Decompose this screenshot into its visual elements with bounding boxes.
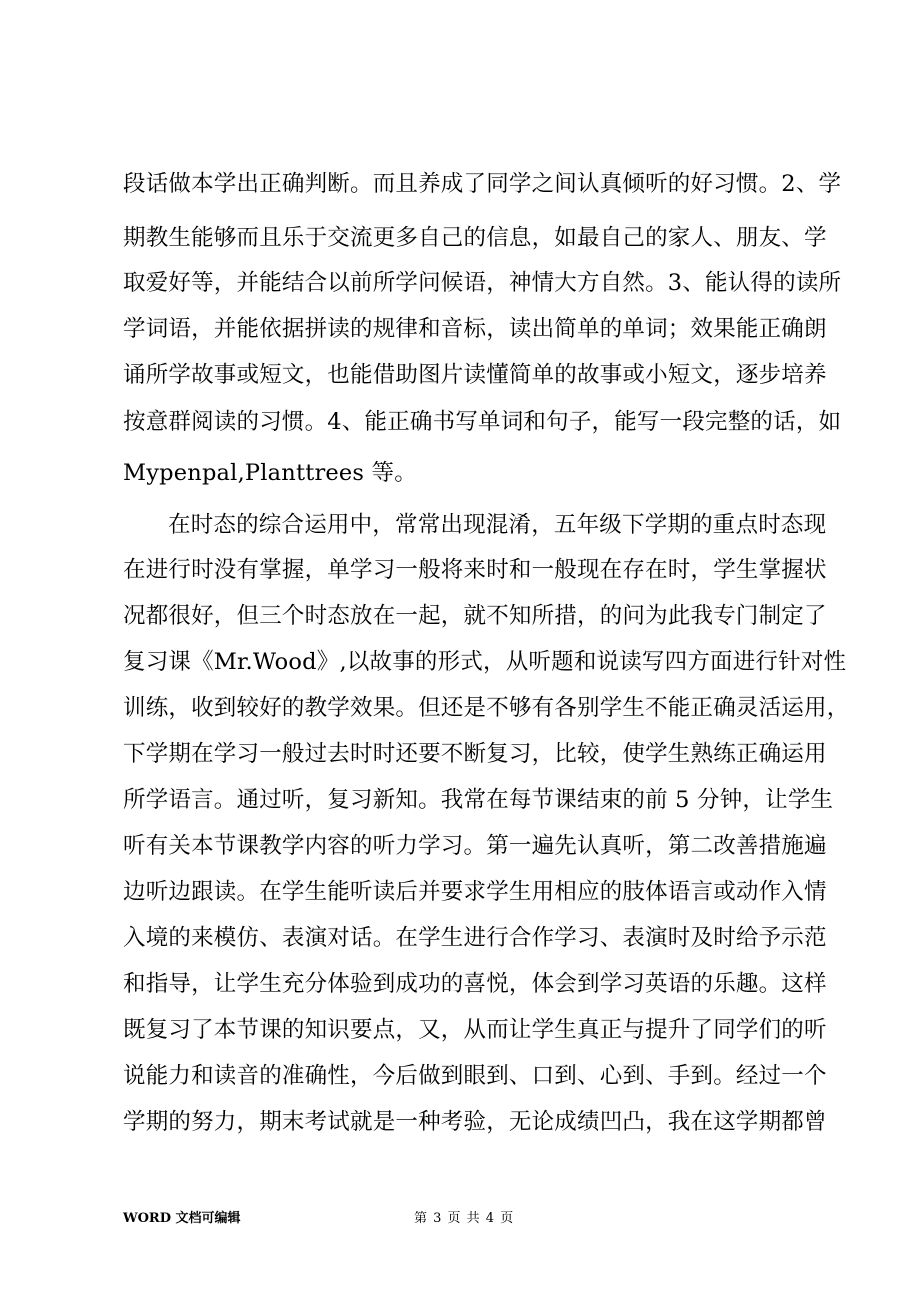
text-line-14: 所学语言。通过听，复习新知。我常在每节课结束的前 5 分钟，让学生 bbox=[123, 787, 834, 813]
text-line-12: 训练，收到较好的教学效果。但还是不够有各别学生不能正确灵活运用， bbox=[123, 695, 850, 721]
text-line-11: 复习课《Mr.Wood》,以故事的形式，从听题和说读写四方面进行针对性 bbox=[123, 649, 847, 675]
text-line-5: 诵所学故事或短文，也能借助图片读懂简单的故事或小短文，逐步培养 bbox=[123, 362, 827, 388]
text-line-10: 况都很好，但三个时态放在一起，就不知所措，的问为此我专门制定了 bbox=[123, 603, 827, 629]
paragraph-2-first-line: 在时态的综合运用中，常常出现混淆，五年级下学期的重点时态现 bbox=[168, 512, 827, 538]
text-line-17: 入境的来模仿、表演对话。在学生进行合作学习、表演时及时给予示范 bbox=[123, 925, 827, 951]
text-line-18: 和指导，让学生充分体验到成功的喜悦，体会到学习英语的乐趣。这样 bbox=[123, 971, 827, 997]
text-line-9: 在进行时没有掌握，单学习一般将来时和一般现在存在时，学生掌握状 bbox=[123, 557, 827, 583]
text-line-13: 下学期在学习一般过去时时还要不断复习，比较，使学生熟练正确运用 bbox=[123, 741, 827, 767]
text-line-15: 听有关本节课教学内容的听力学习。第一遍先认真听，第二改善措施遍 bbox=[123, 833, 827, 859]
text-line-7: Mypenpal,Planttrees 等。 bbox=[123, 460, 417, 486]
text-line-1: 段话做本学出正确判断。而且养成了同学之间认真倾听的好习惯。2、学 bbox=[123, 171, 842, 197]
text-line-6: 按意群阅读的习惯。4、能正确书写单词和句子，能写一段完整的话，如 bbox=[123, 409, 842, 435]
text-line-16: 边听边跟读。在学生能听读后并要求学生用相应的肢体语言或动作入情 bbox=[123, 879, 827, 905]
text-line-2: 期教生能够而且乐于交流更多自己的信息，如最自己的家人、朋友、学 bbox=[123, 225, 827, 251]
text-line-20: 说能力和读音的准确性，今后做到眼到、口到、心到、手到。经过一个 bbox=[123, 1063, 827, 1089]
text-line-4: 学词语，并能依据拼读的规律和音标，读出简单的单词；效果能正确朗 bbox=[123, 316, 827, 342]
text-line-19: 既复习了本节课的知识要点，又，从而让学生真正与提升了同学们的听 bbox=[123, 1017, 827, 1043]
text-line-21: 学期的努力，期末考试就是一种考验，无论成绩凹凸，我在这学期都曾 bbox=[123, 1109, 827, 1135]
text-line-3: 取爱好等，并能结合以前所学问候语，神情大方自然。3、能认得的读所 bbox=[123, 270, 842, 296]
footer-page-number: 第 3 页 共 4 页 bbox=[414, 1211, 515, 1226]
footer-editable-note: WORD 文档可编辑 bbox=[123, 1211, 241, 1226]
